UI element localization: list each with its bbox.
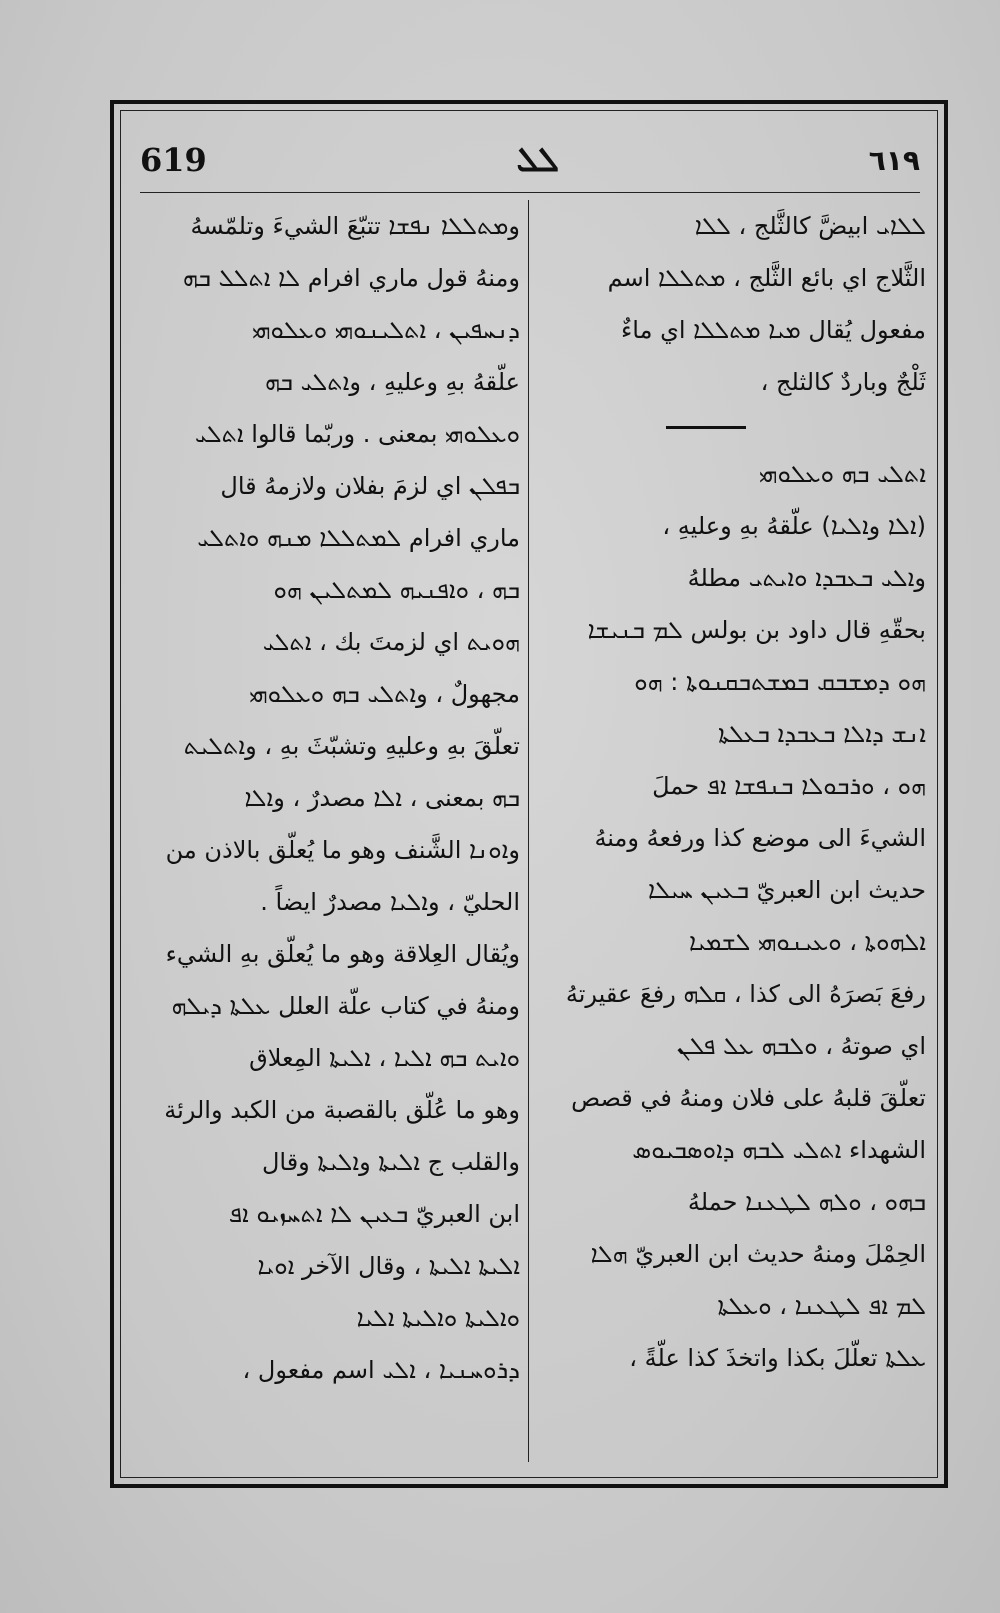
text-line: ܗܘ ، ܘܪܒܘܠܐ ܒܢܦܫܐ ܐܦ حملَ	[652, 772, 926, 800]
text-line: (ܐܠܐ وܐܠܝܐ) علّقهُ بهِ وعليهِ ،	[662, 512, 926, 540]
text-line: ابن العبريّ ܒܥܝܢ ܠܐ ܐܬܚܙܝܘ ܐܦ	[228, 1200, 520, 1228]
text-line: الحِمْلَ ومنهُ حديث ابن العبريّ ܗܠܐ	[590, 1240, 926, 1268]
text-line: ܕܪܘܚܢܝܐ ، ܐܠܝ اسم مفعول ،	[242, 1356, 520, 1384]
page-header	[140, 130, 920, 190]
text-line: ثَلْجٌ وباردٌ كالثلج ،	[760, 368, 926, 396]
text-line: تعلّقَ بهِ وعليهِ وتشبّثَ بهِ ، وܐܬܠܝܬ	[183, 732, 520, 760]
text-line: ܒܗܘ ، ܘܠܗ ܠܛܥܢܐ حملهُ	[687, 1188, 926, 1216]
text-line: الثَّلاج اي بائع الثَّلج ، ܡܬܠܠܐ اسم	[607, 264, 926, 292]
text-line: علّقهُ بهِ وعليهِ ، وܐܬܠܝ ܒܗ	[265, 368, 520, 396]
text-line: ويُقال العِلاقة وهو ما يُعلّق بهِ الشيء	[165, 940, 520, 968]
text-line: ܐܢܫ ܕܐܠܐ ܒܥܒܕܐ ܒܥܠܬܐ	[718, 720, 926, 748]
text-line: وܐܘܢܐ الشَّنف وهو ما يُعلّق بالاذن من	[165, 836, 520, 864]
text-line: ܗܘܝܬ اي لزمتَ بك ، ܐܬܠܝ	[262, 628, 520, 656]
header-rule	[140, 192, 920, 193]
running-head: ܠܠ	[516, 140, 559, 180]
text-line: رفعَ بَصرَهُ الى كذا ، ܩܠܗ رفعَ عقيرتهُ	[565, 980, 926, 1008]
text-line: ܠܠܐܝ ابيضَّ كالثَّلج ، ܠܠܐ	[694, 212, 926, 240]
text-line: ومنهُ قول ماري افرام ܠܐ ܐܬܠܠ ܒܗ	[182, 264, 520, 292]
text-line: الحليّ ، وܐܠܝܐ مصدرٌ ايضاً .	[260, 888, 520, 916]
section-rule	[536, 408, 926, 448]
text-line: ܒܦܠܢ اي لزمَ بفلان ولازمهُ قال	[220, 472, 520, 500]
text-line: ܘܐܝܬ ܒܗ ܐܠܝܐ ، ܐܠܝܬܐ المِعلاق	[249, 1044, 520, 1072]
text-line: ܒܗ بمعنى ، ܐܠܐ مصدرٌ ، وܐܠܐ	[244, 784, 520, 812]
text-line: ܐܠܝܬܐ ܐܠܝܬܐ ، وقال الآخر ܐܘܝܐ	[257, 1252, 520, 1280]
entry-heading: ܐܬܠܝ ܒܗ ܘܥܠܘܗܝ	[759, 460, 926, 488]
text-line: اي صوتهُ ، ܘܠܒܗ ܥܠ ܦܠܢ	[677, 1032, 926, 1060]
text-line: ܥܠܬܐ تعلّلَ بكذا واتخذَ كذا علّةً ،	[629, 1344, 926, 1372]
text-line: والقلب ج ܐܠܝܬܐ وܐܠܝܬܐ وقال	[261, 1148, 520, 1176]
text-line: ماري افرام ܠܡܬܠܠܐ ܡܢܗ ܘܐܬܠܝ	[197, 524, 520, 552]
text-line: وܐܠܝ ܒܥܒܕܐ ܘܐܝܬܝ مطلهُ	[687, 564, 926, 592]
text-line: ܕܢܚܦܝܢ ، ܐܬܠܝܢܘܗܝ ܘܥܠܘܗܝ	[252, 316, 520, 344]
text-line: الشيءَ الى موضع كذا ورفعهُ ومنهُ	[594, 824, 926, 852]
text-line: مفعول يُقال ܡܝܐ ܡܬܠܠܐ اي ماءٌ	[621, 316, 926, 344]
text-line: مجهولٌ ، وܐܬܠܝ ܒܗ ܘܥܠܘܗܝ	[249, 680, 520, 708]
text-line: وܡܬܠܠܐ ܢܦܫܐ تتبّعَ الشيءَ وتلمّسهُ	[190, 212, 520, 240]
page-number-latin: 619	[140, 141, 207, 179]
right-column	[536, 200, 926, 1462]
left-column	[140, 200, 520, 1462]
text-line: الشهداء ܐܬܠܝ ܠܒܗ ܕܐܘܣܒܝܘܣ	[632, 1136, 926, 1164]
text-line: ܒܗ ، ܘܐܦܢܝܗ ܠܡܬܠܝܢ ܗܘ	[273, 576, 520, 604]
text-line: بحقّهِ قال داود بن بولس ܠܡ ܒܢܝܫܐ	[587, 616, 926, 644]
text-line: ܘܐܠܝܬܐ ܘܐܠܝܬܐ ܐܠܝܐ	[356, 1304, 520, 1332]
text-line: وهو ما عُلّق بالقصبة من الكبد والرئة	[164, 1096, 520, 1124]
text-line: ومنهُ في كتاب علّة العلل ܥܠܬܐ ܕܝܠܗ	[171, 992, 520, 1020]
text-line: تعلّقَ قلبهُ على فلان ومنهُ في قصص	[571, 1084, 926, 1112]
text-line: حديث ابن العبريّ ܒܥܝܢ ܚܝܠܐ	[648, 876, 926, 904]
text-line: ܗܘ ܕܡܫܒܩ ܒܡܫܬܒܩܢܘܬܐ : ܗܘ	[634, 668, 926, 696]
text-line: ܠܡ ܐܦ ܠܛܥܢܐ ، ܘܥܠܬܐ	[717, 1292, 926, 1320]
text-line: ܐܠܗܘܬܐ ، ܘܥܝܢܘܗܝ ܠܫܡܝܐ	[689, 928, 926, 956]
page-number-arabic: ٦١٩	[868, 143, 920, 177]
column-divider	[528, 200, 529, 1462]
text-line: ܘܥܠܘܗܝ بمعنى . وربّما قالوا ܐܬܠܝ	[194, 420, 520, 448]
